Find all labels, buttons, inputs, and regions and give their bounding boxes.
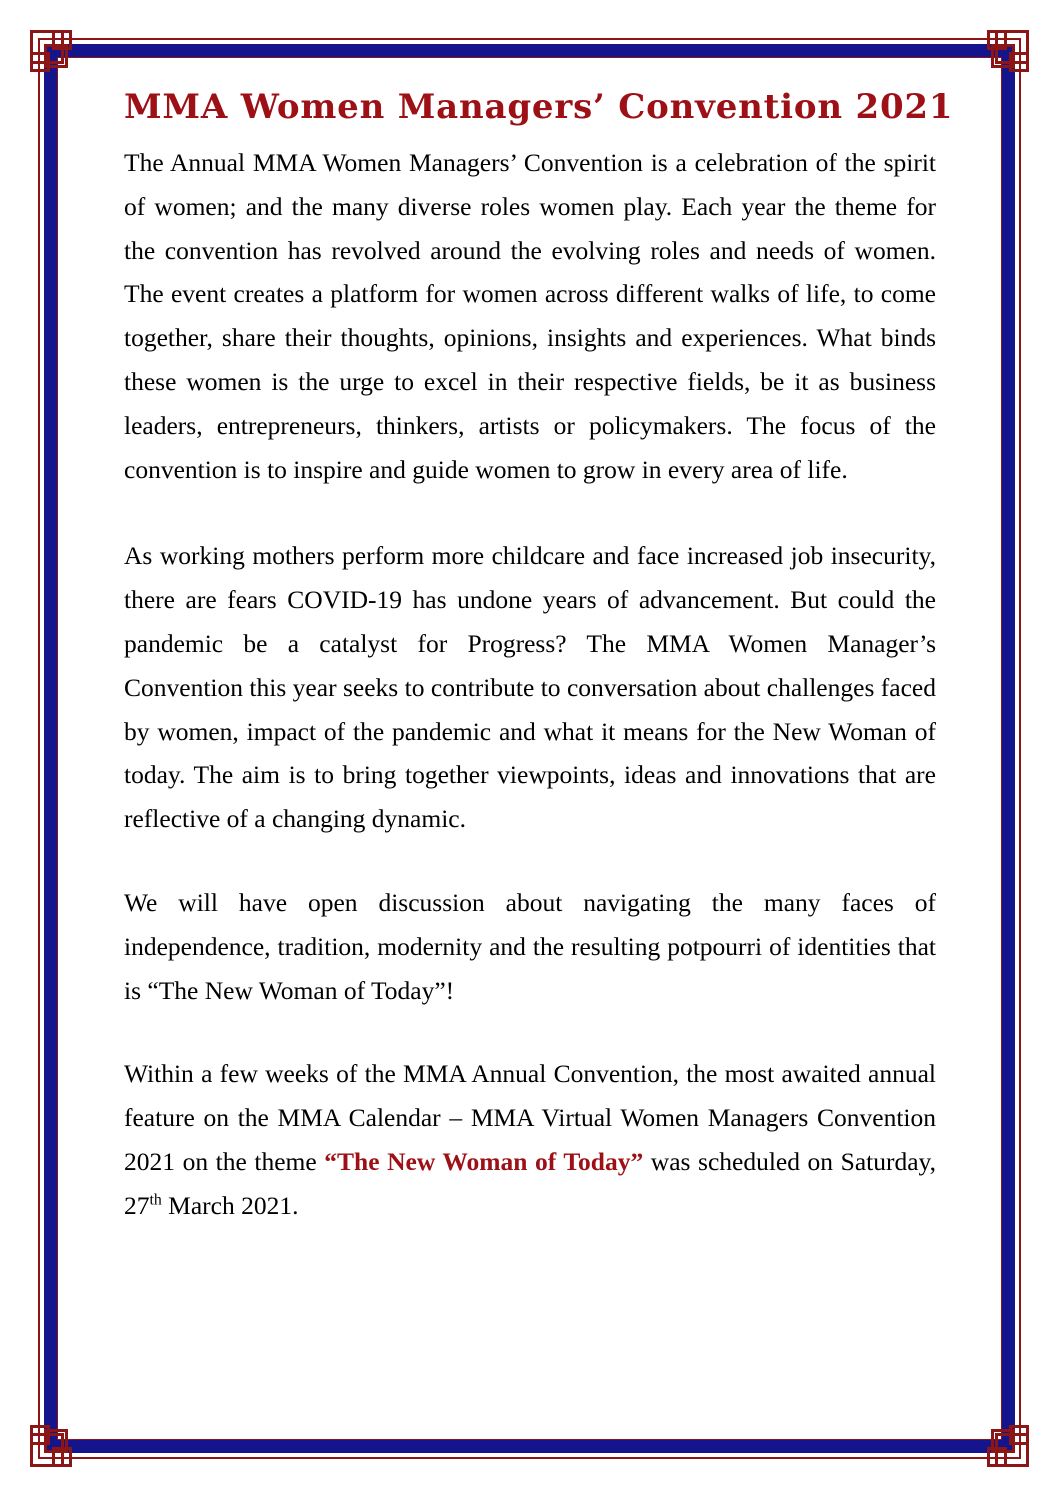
paragraph-spacer xyxy=(124,1012,936,1052)
ordinal-suffix: th xyxy=(149,1191,162,1209)
ornament-square-d xyxy=(991,1429,1015,1453)
schedule-tail-text: was scheduled on Saturday, 27 xyxy=(124,1147,937,1220)
theme-highlight: “The New Woman of Today” xyxy=(324,1147,644,1177)
paragraph-pandemic-context: As working mothers perform more childcare and face increased job insecurity, there are fears COVID-19 has undone years of advancement. But could the pandemic be a catalyst for Progress? The MMA Women Manager’s Convention this year seeks to contribute to conversation about challenges faced by women, impact of the pandemic and what it means for the New Woman of today. The aim is to bring together viewpoints, ideas and innovations that are reflective of a changing dynamic. xyxy=(124,541,936,834)
corner-ornament-bottom-left-icon xyxy=(30,1413,84,1467)
schedule-lead-text: Within a few weeks of the MMA Annual Convention, the most awaited annual feature on the MMA Calendar – MMA Virtual Women Managers Convention 2021 on the theme xyxy=(124,1059,936,1177)
paragraph-spacer xyxy=(124,841,936,881)
ornament-square-d xyxy=(991,44,1015,68)
schedule-date-text: March 2021. xyxy=(161,1190,299,1220)
document-body xyxy=(124,87,954,1228)
paragraph-schedule xyxy=(124,1052,936,1227)
paragraph-open-discussion: We will have open discussion about navigating the many faces of independence, tradition, modernity and the resulting potpourri of identities that is “The New Woman of Today”! xyxy=(124,888,936,1005)
corner-ornament-top-right-icon xyxy=(975,30,1029,84)
corner-ornament-top-left-icon xyxy=(30,30,84,84)
ornament-square-d xyxy=(44,1429,68,1453)
paragraph-intro: The Annual MMA Women Managers’ Convention is a celebration of the spirit of women; and the many diverse roles women play. Each year the theme for the convention has revolved around the evolving roles and needs of women. The event creates a platform for women across different walks of life, to come together, share their thoughts, opinions, insights and experiences. What binds these women is the urge to excel in their respective fields, be it as business leaders, entrepreneurs, thinkers, artists or policymakers. The focus of the convention is to inspire and guide women to grow in every area of life. xyxy=(124,148,936,484)
paragraph-spacer xyxy=(124,491,936,534)
corner-ornament-bottom-right-icon xyxy=(975,1413,1029,1467)
page-title: MMA Women Managers’ Convention 2021 xyxy=(124,87,954,127)
ornament-square-d xyxy=(44,44,68,68)
